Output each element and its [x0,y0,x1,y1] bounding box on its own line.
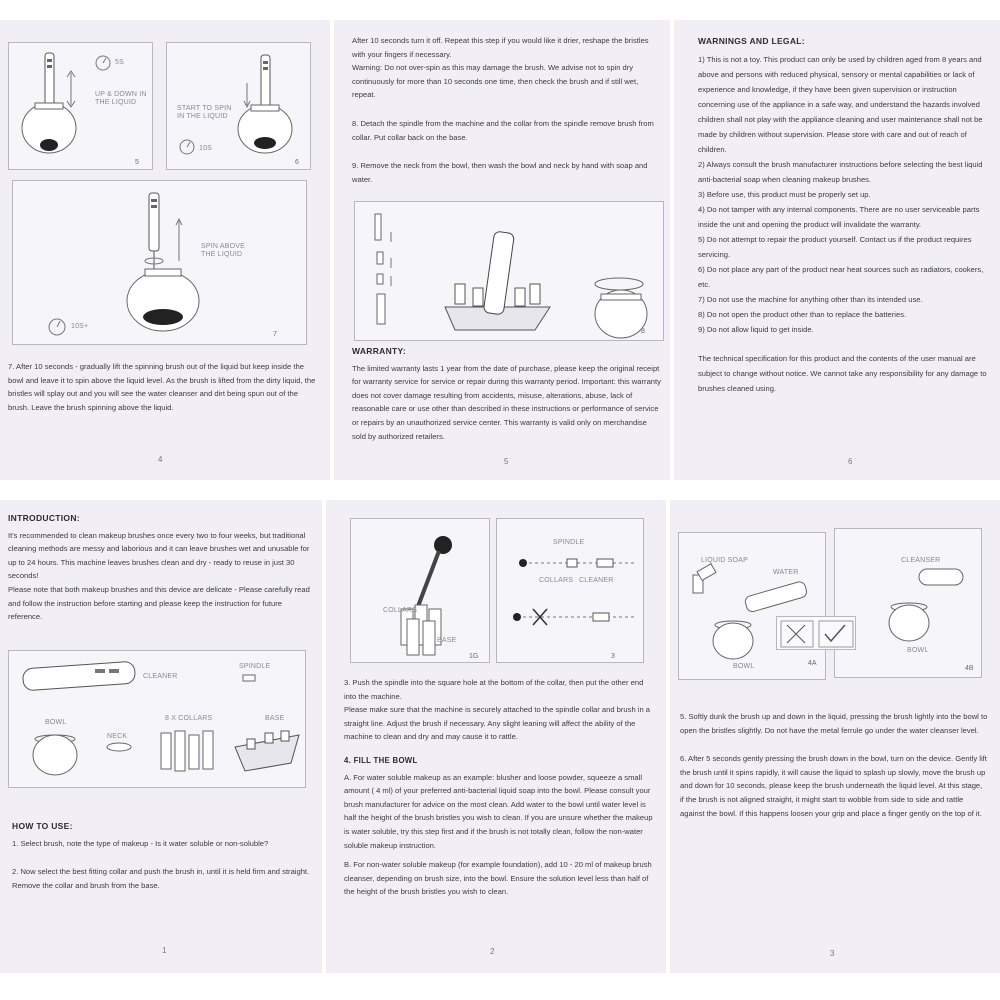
spindle-assembly-figure [496,518,644,663]
angle-comparison-illustration [777,617,857,651]
warning-item: 7) Do not use the machine for anything other than its intended use. [698,295,923,304]
label-water: WATER [773,569,799,576]
label-bowl: BOWL [733,663,755,670]
figure-8 [354,201,664,341]
warning-item: 3) Before use, this product must be properly set up. [698,190,871,199]
step-3-note: Please make sure that the machine is securely attached to the spindle collar and brush in a straight line. Adjust the brush if necessary. Any slight leaning will affect the ability of the machine to clean and dry and may cause it to rattle. [344,705,651,742]
brush-above-liquid-illustration [13,181,308,346]
part-label-cleaner: CLEANER [143,673,178,680]
page-number: 5 [504,457,509,466]
warning-item: 8) Do not open the product other than to replace the batteries. [698,310,907,319]
step-5-text: 5. Softly dunk the brush up and down in the liquid, pressing the brush lightly into the bowl to open the bristles slightly. Do not have the metal ferrule go under the water cleanser level. [680,712,988,735]
step-3-text: 3. Push the spindle into the square hole at the bottom of the collar, then put the other end into the machine. [344,678,644,701]
label-cleaner: CLEANER [579,577,614,584]
label-collars: COLLARS [539,577,574,584]
label-liquid-soap: LIQUID SOAP [701,557,748,564]
dry-step-text: After 10 seconds turn it off. Repeat this step if you would like it drier, reshape the bristles with your fingers if necessary. [352,36,649,59]
collar-insert-figure [350,518,490,663]
manual-page-2 [326,500,666,973]
brush-angle-inset [776,616,856,650]
warning-item: 2) Always consult the brush manufacturer instructions before selecting the best liquid anti-bacterial soap when cleaning makeup brushes. [698,160,983,184]
figure-7 [12,180,307,345]
warnings-section [698,34,994,396]
warning-item: 4) Do not tamper with any internal components. There are no user serviceable parts inside the unit and opening the product will invalidate the warranty. [698,205,980,229]
over-spin-warning: Warning: Do not over-spin as this may damage the brush. We advise not to spin dry continuously for more than 10 seconds one time, then check the brush and if still wet, repeat. [352,63,639,100]
figure-4b [834,528,982,678]
page-5-upper-text [352,34,662,192]
timer-label: 5S [115,59,124,66]
brush-dip-illustration [9,43,154,171]
part-label-collars: 8 X COLLARS [165,715,213,722]
warranty-section [352,345,662,449]
part-label-neck: NECK [107,733,128,740]
figure-number: 7 [273,331,277,338]
page-number: 6 [848,457,853,466]
figure-4a [678,532,826,680]
manual-page-6 [674,20,1000,480]
manual-page-3 [670,500,1000,973]
figure-number: 4A [808,660,817,667]
fill-step-b: B. For non-water soluble makeup (for example foundation), add 10 - 20 ml of makeup brush cleanser, depending on brush size, into the bowl. Ensure the solution level less than half of the height of the brush bristles you wish to clean. [344,860,652,897]
warning-item: 1) This is not a toy. This product can only be used by children aged from 8 years and above and persons with reduced physical, sensory or mental capabilities or lack of experience and knowledge, if they have been given supervision or instruction concerning use of the appliance in a safe way, and understand the hazards involved children shall not play with the appliance cleaning and user maintenance shall not be made by children without supervision. Please store with care and out of reach of children. [698,55,983,154]
soap-water-illustration [679,533,827,681]
manual-page-1 [0,500,322,973]
warning-item: 5) Do not attempt to repair the product yourself. Contact us if the product requires servicing. [698,235,972,259]
warranty-text: The limited warranty lasts 1 year from the date of purchase, please keep the original receipt for warranty service for service or repair during this warranty period. Important: this warranty does not cover damage resulting from accidents, misuse, alterations, abuse, lack of reasonable care or use other than described in these instructions or performance of service or repairs by an unauthorized service center. This warranty is valid only on merchandise sold by authorized retailers. [352,363,661,441]
step-9-text: 9. Remove the neck from the bowl, then wash the bowl and neck by hand with soap and water. [352,161,648,184]
page-number: 4 [158,455,163,464]
specification-disclaimer: The technical specification for this product and the contents of the user manual are subject to change without notice. We cannot take any responsibility for any damage to brushes cleaned using. [698,354,987,393]
timer-label: 10S [199,145,213,152]
label-cleanser: CLEANSER [901,557,941,564]
figure-number: 5 [135,159,139,166]
disassembly-illustration [355,202,665,342]
timer-label: 10S+ [71,323,89,330]
part-label-bowl: BOWL [45,719,67,726]
label-base: BASE [437,637,457,644]
cleanser-illustration [835,529,983,679]
page-number: 3 [830,949,835,958]
introduction-note: Please note that both makeup brushes and this device are delicate - Please carefully read and follow the instruction before starting and please keep the instruction for future reference. [8,584,310,622]
label-bowl: BOWL [907,647,929,654]
step-1-text: 1. Select brush, note the type of makeup - Is it water soluble or non-soluble? [12,838,269,848]
figure-number: 1G [469,653,479,660]
figure-5 [8,42,153,170]
introduction-text: It's recommended to clean makeup brushes once every two to four weeks, but traditional cleaning methods are messy and laborious and it can leave brushes wet and unusable for up to 24 hours. This machine leaves brushes clean and dry - ready to reuse in just 30 seconds! [8,530,310,581]
figure-number: 6 [295,159,299,166]
how-to-use-section [12,820,312,898]
page-3-text [680,710,988,826]
how-to-use-title: HOW TO USE: [12,821,73,831]
page-2-text [344,676,654,905]
step-8-text: 8. Detach the spindle from the machine and the collar from the spindle remove brush from collar. Put collar back on the base. [352,118,654,142]
figure-caption: START TO SPIN IN THE LIQUID [177,105,232,120]
step-7-text: 7. After 10 seconds - gradually lift the spinning brush out of the liquid but keep inside the bowl and leave it to spin above the liquid level. As the brush is lifted from the dirty liquid, the bristles will splay out and you will see the water cleanser and dirt being spun out of the brush. Leave the brush spinning above the liquid. [8,362,316,412]
figure-number: 3 [611,653,615,660]
step-6-text: 6. After 5 seconds gently pressing the brush down in the bowl, turn on the device. Gently lift the brush until it spins rapidly, it will cause the liquid to splash up slowly, move the brush up and down for 10 seconds, please keep the brush underneath the liquid level. At this stage, if the brush is not aligned straight, it might start to wobble from side to side and rattle against the bowl. If this happens loosen your grip and place a finger gently on the top of it. [680,754,987,818]
manual-page-5 [334,20,670,480]
page-number: 1 [162,946,167,955]
figure-caption: UP & DOWN IN THE LIQUID [95,91,147,106]
figure-6 [166,42,311,170]
label-collars: COLLARS [383,607,418,614]
warning-item: 9) Do not allow liquid to get inside. [698,325,814,334]
page-number: 2 [490,947,495,956]
part-label-spindle: SPINDLE [239,663,271,670]
introduction-title: INTRODUCTION: [8,513,80,523]
fill-step-a: A. For water soluble makeup as an example: blusher and loose powder, squeeze a small amount ( 4 ml) of your preferred anti-bacterial liquid soap into the bowl. Please consult your brush manufacturer for advice on the most clean. Add water to the bowl until water level is half the height of the brush bristles you wish to clean. If you are unsure whether the makeup is water soluble, try this step first and if the brush is not totally clean, follow the non-water soluble makeup instruction. [344,772,653,850]
figure-number: 8 [641,328,645,335]
step-2-text: 2. Now select the best fitting collar and push the brush in, until it is held firm and straight. Remove the collar and brush from the base. [12,867,310,890]
introduction-section [8,512,314,630]
figure-caption: SPIN ABOVE THE LIQUID [201,243,246,258]
collar-brush-illustration [351,519,491,664]
label-spindle: SPINDLE [553,539,585,546]
warranty-title: WARRANTY: [352,346,407,356]
part-label-base: BASE [265,715,285,722]
fill-bowl-title: 4. FILL THE BOWL [344,755,418,765]
figure-number: 4B [965,665,974,672]
manual-page-4 [0,20,330,480]
warning-item: 6) Do not place any part of the product near heat sources such as radiators, cookers, etc. [698,265,984,289]
warnings-title: WARNINGS AND LEGAL: [698,36,805,46]
parts-figure [8,650,306,788]
